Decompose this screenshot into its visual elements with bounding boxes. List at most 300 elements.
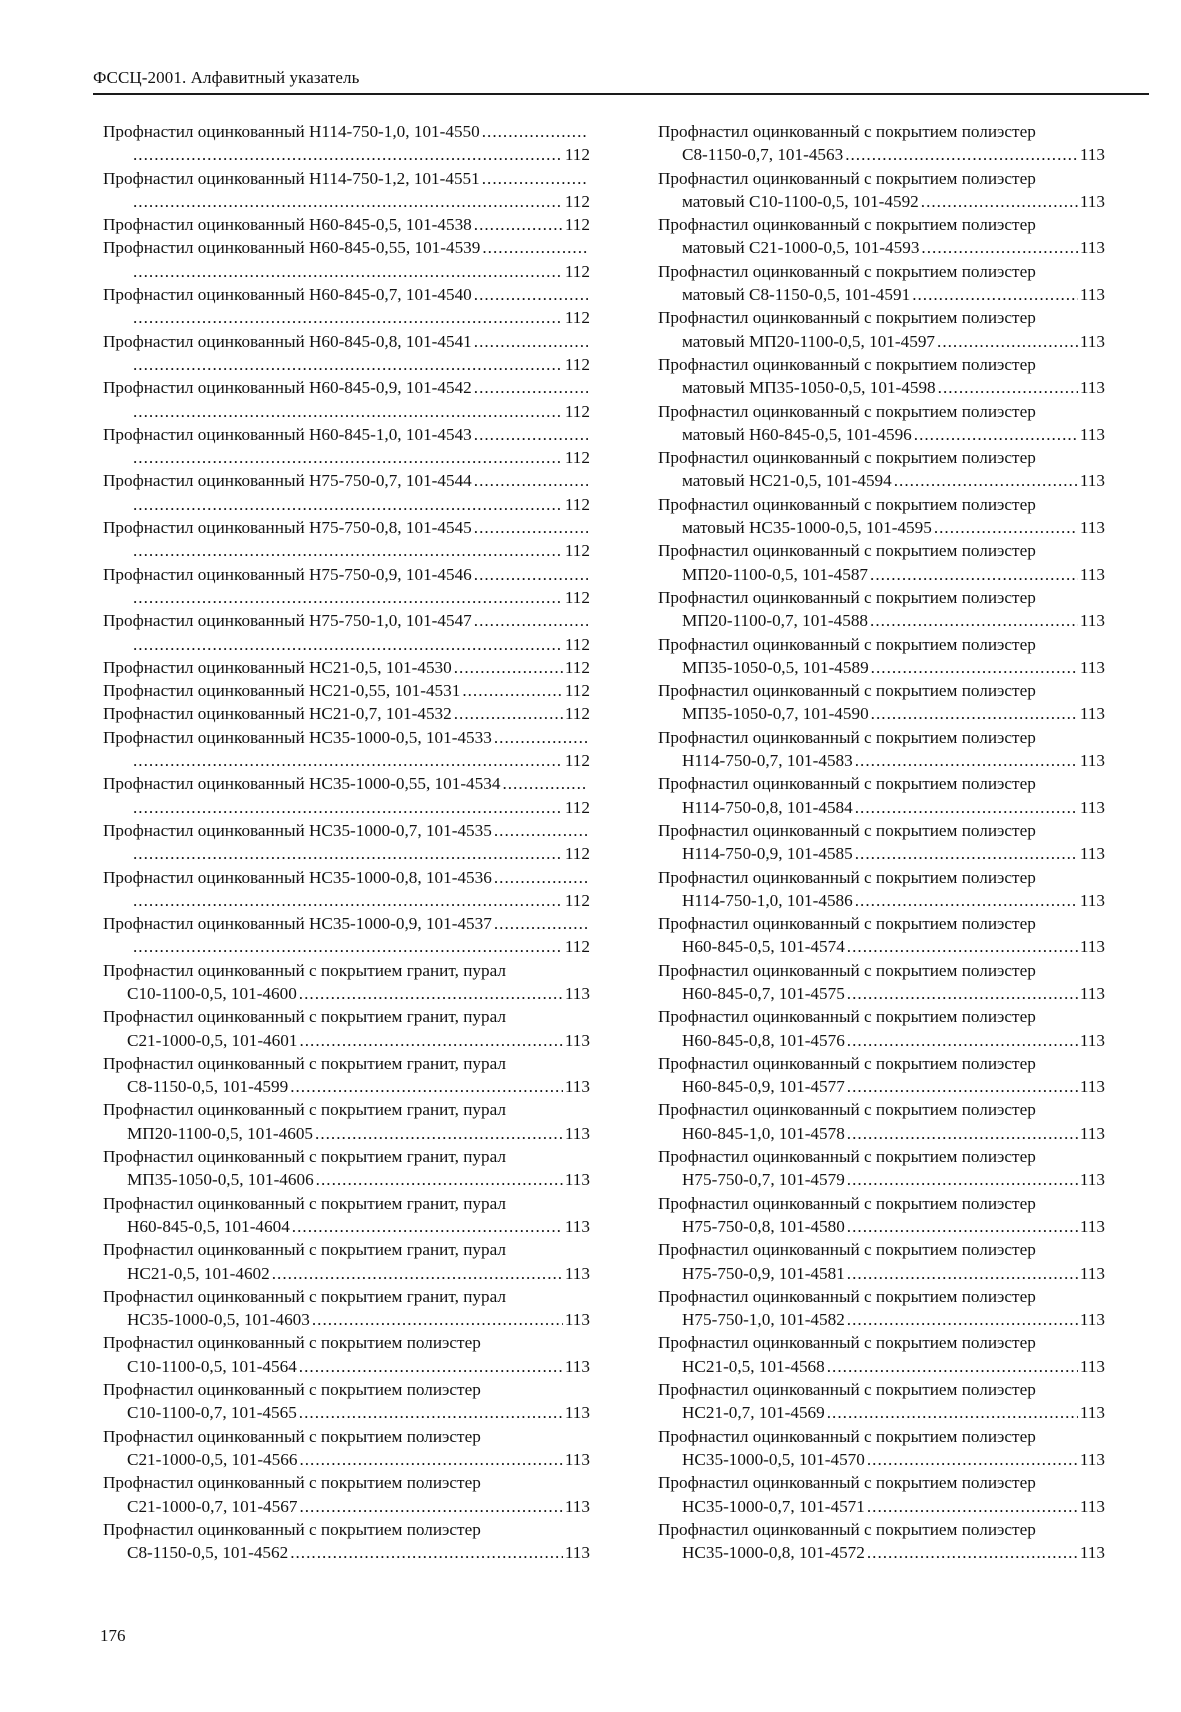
dot-leader — [292, 1215, 563, 1238]
entry-text: Профнастил оцинкованный НС21-0,55, 101-4531 — [103, 681, 461, 701]
dot-leader — [462, 679, 563, 702]
entry-line — [103, 493, 590, 516]
index-entry — [103, 959, 590, 1006]
index-entry — [103, 1192, 590, 1239]
entry-page: 113 — [1079, 331, 1105, 351]
dot-leader — [502, 772, 588, 795]
entry-line — [103, 819, 590, 842]
index-column-right — [658, 120, 1105, 1564]
entry-text: Профнастил оцинкованный НС35-1000-0,55, 101-4534 — [103, 774, 501, 794]
dot-leader — [474, 330, 588, 353]
entry-line — [658, 493, 1105, 516]
dot-leader — [847, 1308, 1078, 1331]
entry-line — [658, 1308, 1105, 1331]
entry-text: Профнастил оцинкованный с покрытием полиэстер — [658, 448, 1036, 468]
index-entry — [103, 423, 590, 470]
entry-text: Профнастил оцинкованный с покрытием полиэстер — [103, 1473, 481, 1493]
entry-text: Профнастил оцинкованный Н60-845-0,55, 101-4539 — [103, 238, 481, 258]
entry-text: С21-1000-0,5, 101-4601 — [127, 1030, 298, 1050]
index-entry — [103, 1238, 590, 1285]
entry-page: 113 — [564, 1403, 590, 1423]
entry-line — [103, 400, 590, 423]
entry-page: 113 — [564, 1356, 590, 1376]
entry-line — [103, 236, 590, 259]
dot-leader — [914, 423, 1078, 446]
dot-leader — [315, 1122, 563, 1145]
entry-text: матовый МП20-1100-0,5, 101-4597 — [682, 331, 936, 351]
entry-line — [103, 749, 590, 772]
index-entry — [658, 633, 1105, 680]
entry-line — [103, 120, 590, 143]
entry-line — [103, 376, 590, 399]
entry-page: 113 — [1079, 704, 1105, 724]
entry-line — [658, 330, 1105, 353]
entry-line — [103, 1541, 590, 1564]
entry-page: 112 — [564, 494, 590, 514]
dot-leader — [482, 120, 588, 143]
dot-leader — [847, 1215, 1078, 1238]
entry-page: 113 — [1079, 1543, 1105, 1563]
entry-line — [658, 306, 1105, 329]
entry-text: Профнастил оцинкованный с покрытием гранит, пурал — [103, 1286, 506, 1306]
entry-text: Профнастил оцинкованный Н75-750-0,8, 101-4545 — [103, 518, 472, 538]
index-entry — [103, 912, 590, 959]
index-entry — [658, 959, 1105, 1006]
dot-leader — [133, 260, 563, 283]
entry-line — [658, 260, 1105, 283]
entry-line — [103, 609, 590, 632]
entry-text: Профнастил оцинкованный с покрытием полиэстер — [658, 1053, 1036, 1073]
header-rule — [93, 93, 1149, 95]
index-entry — [103, 1052, 590, 1099]
entry-page: 112 — [564, 261, 590, 281]
entry-line — [658, 190, 1105, 213]
dot-leader — [312, 1308, 563, 1331]
entry-line — [103, 1215, 590, 1238]
dot-leader — [133, 796, 563, 819]
entry-page: 113 — [1079, 564, 1105, 584]
dot-leader — [133, 633, 563, 656]
index-entry — [658, 1331, 1105, 1378]
dot-leader — [870, 563, 1078, 586]
entry-line — [658, 1098, 1105, 1121]
entry-text: Профнастил оцинкованный Н60-845-0,9, 101-4542 — [103, 378, 472, 398]
index-column-left — [103, 120, 590, 1564]
entry-line — [658, 912, 1105, 935]
index-entry — [658, 1145, 1105, 1192]
entry-page: 113 — [564, 983, 590, 1003]
entry-text: Профнастил оцинкованный с покрытием полиэстер — [658, 1193, 1036, 1213]
entry-line — [103, 1331, 590, 1354]
entry-page: 113 — [1079, 1449, 1105, 1469]
entry-text: Профнастил оцинкованный с покрытием полиэстер — [103, 1380, 481, 1400]
dot-leader — [272, 1262, 563, 1285]
dot-leader — [494, 866, 588, 889]
entry-text: Профнастил оцинкованный Н75-750-0,7, 101-4544 — [103, 471, 472, 491]
entry-line — [658, 400, 1105, 423]
index-entry — [658, 493, 1105, 540]
entry-line — [103, 283, 590, 306]
entry-line — [658, 469, 1105, 492]
dot-leader — [133, 353, 563, 376]
entry-line — [658, 236, 1105, 259]
entry-text: С8-1150-0,5, 101-4562 — [127, 1543, 289, 1563]
entry-text: Профнастил оцинкованный с покрытием гранит, пурал — [103, 1147, 506, 1167]
entry-line — [658, 563, 1105, 586]
entry-line — [658, 633, 1105, 656]
entry-text: Профнастил оцинкованный НС35-1000-0,5, 101-4533 — [103, 727, 492, 747]
entry-line — [658, 1075, 1105, 1098]
dot-leader — [474, 423, 588, 446]
entry-line — [103, 1238, 590, 1261]
index-entry — [103, 1471, 590, 1518]
dot-leader — [454, 702, 563, 725]
dot-leader — [482, 167, 588, 190]
entry-text: НС21-0,5, 101-4602 — [127, 1263, 270, 1283]
dot-leader — [290, 1075, 563, 1098]
entry-text: Н75-750-0,9, 101-4581 — [682, 1263, 845, 1283]
index-entry — [103, 656, 590, 679]
entry-text: МП35-1050-0,5, 101-4606 — [127, 1170, 314, 1190]
entry-text: Профнастил оцинкованный Н60-845-0,8, 101-4541 — [103, 331, 472, 351]
entry-line — [658, 539, 1105, 562]
entry-text: Профнастил оцинкованный с покрытием полиэстер — [658, 1380, 1036, 1400]
entry-page: 113 — [1079, 937, 1105, 957]
entry-line — [103, 1145, 590, 1168]
entry-page: 113 — [564, 1543, 590, 1563]
entry-line — [658, 1401, 1105, 1424]
dot-leader — [855, 749, 1078, 772]
entry-text: Профнастил оцинкованный с покрытием полиэстер — [658, 914, 1036, 934]
index-entry — [658, 1518, 1105, 1565]
entry-text: Профнастил оцинкованный с покрытием полиэстер — [658, 867, 1036, 887]
entry-text: Профнастил оцинкованный с покрытием полиэстер — [658, 1240, 1036, 1260]
entry-text: Профнастил оцинкованный с покрытием полиэстер — [658, 401, 1036, 421]
entry-line — [658, 702, 1105, 725]
index-entry — [658, 400, 1105, 447]
entry-line — [658, 1052, 1105, 1075]
entry-text: Н114-750-0,8, 101-4584 — [682, 797, 853, 817]
entry-page: 112 — [564, 751, 590, 771]
entry-text: Профнастил оцинкованный с покрытием полиэстер — [103, 1426, 481, 1446]
dot-leader — [847, 1168, 1078, 1191]
entry-page: 113 — [1079, 285, 1105, 305]
entry-text: Н75-750-0,8, 101-4580 — [682, 1216, 845, 1236]
entry-page: 113 — [564, 1077, 590, 1097]
entry-line — [658, 423, 1105, 446]
entry-page: 113 — [1079, 1263, 1105, 1283]
entry-line — [103, 260, 590, 283]
entry-text: МП20-1100-0,5, 101-4587 — [682, 564, 869, 584]
entry-line — [658, 959, 1105, 982]
entry-line — [658, 842, 1105, 865]
index-entry — [103, 679, 590, 702]
entry-line — [658, 353, 1105, 376]
dot-leader — [870, 609, 1078, 632]
entry-line — [658, 1285, 1105, 1308]
entry-text: Профнастил оцинкованный с покрытием полиэстер — [658, 1333, 1036, 1353]
dot-leader — [912, 283, 1078, 306]
entry-text: Профнастил оцинкованный НС35-1000-0,8, 101-4536 — [103, 867, 492, 887]
entry-text: Н60-845-0,9, 101-4577 — [682, 1077, 845, 1097]
entry-line — [103, 143, 590, 166]
dot-leader — [133, 539, 563, 562]
entry-line — [103, 726, 590, 749]
index-entry — [103, 120, 590, 167]
index-entry — [658, 1192, 1105, 1239]
index-entry — [103, 772, 590, 819]
entry-line — [103, 1005, 590, 1028]
entry-line — [103, 1285, 590, 1308]
entry-text: Профнастил оцинкованный с покрытием полиэстер — [658, 1473, 1036, 1493]
dot-leader — [474, 469, 588, 492]
entry-text: Н60-845-0,7, 101-4575 — [682, 983, 845, 1003]
entry-text: Профнастил оцинкованный Н60-845-0,7, 101-4540 — [103, 285, 472, 305]
index-entry — [103, 469, 590, 516]
index-entry — [103, 702, 590, 725]
index-entry — [103, 563, 590, 610]
index-entry — [658, 586, 1105, 633]
dot-leader — [867, 1541, 1078, 1564]
dot-leader — [133, 493, 563, 516]
dot-leader — [494, 819, 588, 842]
entry-line — [658, 1122, 1105, 1145]
dot-leader — [894, 469, 1078, 492]
entry-text: Профнастил оцинкованный с покрытием полиэстер — [658, 820, 1036, 840]
dot-leader — [299, 1401, 563, 1424]
index-entry — [658, 1052, 1105, 1099]
index-entry — [103, 726, 590, 773]
entry-text: Н75-750-1,0, 101-4582 — [682, 1310, 845, 1330]
entry-text: Профнастил оцинкованный НС35-1000-0,9, 101-4537 — [103, 914, 492, 934]
entry-text: Профнастил оцинкованный Н60-845-1,0, 101-4543 — [103, 424, 472, 444]
entry-text: Н114-750-0,7, 101-4583 — [682, 751, 853, 771]
entry-line — [103, 889, 590, 912]
entry-line — [658, 1192, 1105, 1215]
dot-leader — [474, 283, 588, 306]
entry-line — [103, 516, 590, 539]
entry-line — [103, 1425, 590, 1448]
entry-page: 112 — [564, 681, 590, 701]
entry-line — [658, 143, 1105, 166]
entry-line — [658, 819, 1105, 842]
entry-text: Профнастил оцинкованный с покрытием полиэстер — [658, 168, 1036, 188]
entry-line — [103, 935, 590, 958]
entry-line — [103, 1448, 590, 1471]
entry-page: 112 — [564, 937, 590, 957]
entry-page: 113 — [564, 1123, 590, 1143]
entry-line — [658, 120, 1105, 143]
entry-page: 113 — [1079, 1310, 1105, 1330]
index-entry — [658, 446, 1105, 493]
entry-page: 112 — [564, 541, 590, 561]
entry-page: 113 — [1079, 1077, 1105, 1097]
index-entry — [103, 1098, 590, 1145]
entry-text: С8-1150-0,5, 101-4599 — [127, 1077, 289, 1097]
index-entry — [658, 1471, 1105, 1518]
entry-text: Профнастил оцинкованный Н75-750-1,0, 101-4547 — [103, 611, 472, 631]
dot-leader — [847, 935, 1078, 958]
dot-leader — [855, 796, 1078, 819]
dot-leader — [847, 982, 1078, 1005]
entry-line — [658, 1262, 1105, 1285]
entry-line — [103, 167, 590, 190]
entry-line — [103, 679, 590, 702]
dot-leader — [133, 749, 563, 772]
entry-text: Профнастил оцинкованный с покрытием полиэстер — [658, 1519, 1036, 1539]
entry-line — [658, 213, 1105, 236]
dot-leader — [855, 842, 1078, 865]
dot-leader — [474, 516, 588, 539]
dot-leader — [494, 726, 588, 749]
entry-page: 113 — [1079, 611, 1105, 631]
entry-page: 113 — [564, 1170, 590, 1190]
entry-text: С10-1100-0,5, 101-4600 — [127, 983, 297, 1003]
index-entry — [103, 1518, 590, 1565]
entry-text: Профнастил оцинкованный с покрытием полиэстер — [658, 634, 1036, 654]
dot-leader — [847, 1122, 1078, 1145]
index-entry — [658, 1425, 1105, 1472]
entry-line — [658, 1168, 1105, 1191]
dot-leader — [847, 1029, 1078, 1052]
dot-leader — [133, 889, 563, 912]
index-entry — [103, 1378, 590, 1425]
entry-page: 112 — [564, 587, 590, 607]
entry-text: Профнастил оцинкованный с покрытием полиэстер — [658, 1147, 1036, 1167]
index-entry — [658, 679, 1105, 726]
entry-line — [103, 1098, 590, 1121]
entry-page: 112 — [564, 657, 590, 677]
entry-page: 113 — [564, 1310, 590, 1330]
entry-page: 113 — [1079, 797, 1105, 817]
entry-line — [103, 633, 590, 656]
entry-page: 113 — [564, 1449, 590, 1469]
entry-line — [658, 1425, 1105, 1448]
entry-text: Н60-845-0,5, 101-4604 — [127, 1216, 290, 1236]
entry-line — [103, 1075, 590, 1098]
dot-leader — [827, 1355, 1078, 1378]
entry-line — [103, 866, 590, 889]
entry-line — [658, 726, 1105, 749]
entry-line — [103, 330, 590, 353]
dot-leader — [845, 143, 1078, 166]
entry-text: С8-1150-0,7, 101-4563 — [682, 145, 844, 165]
index-entry — [658, 120, 1105, 167]
entry-line — [103, 423, 590, 446]
entry-line — [658, 772, 1105, 795]
entry-text: Профнастил оцинкованный Н60-845-0,5, 101-4538 — [103, 215, 472, 235]
entry-text: Профнастил оцинкованный с покрытием полиэстер — [658, 494, 1036, 514]
entry-text: Профнастил оцинкованный Н114-750-1,2, 101-4551 — [103, 168, 480, 188]
dot-leader — [290, 1541, 563, 1564]
entry-text: НС35-1000-0,5, 101-4603 — [127, 1310, 310, 1330]
entry-page: 112 — [564, 401, 590, 421]
entry-text: МП20-1100-0,7, 101-4588 — [682, 611, 869, 631]
entry-line — [658, 1355, 1105, 1378]
entry-text: Н60-845-0,8, 101-4576 — [682, 1030, 845, 1050]
index-entry — [658, 1285, 1105, 1332]
index-entry — [103, 330, 590, 377]
entry-line — [103, 1378, 590, 1401]
entry-page: 113 — [1079, 1496, 1105, 1516]
entry-page: 113 — [1079, 378, 1105, 398]
entry-line — [103, 306, 590, 329]
index-entry — [103, 236, 590, 283]
entry-line — [103, 1029, 590, 1052]
entry-text: Профнастил оцинкованный Н114-750-1,0, 101-4550 — [103, 122, 480, 141]
entry-line — [103, 796, 590, 819]
entry-line — [103, 586, 590, 609]
entry-text: НС35-1000-0,5, 101-4570 — [682, 1449, 865, 1469]
entry-text: НС21-0,5, 101-4568 — [682, 1356, 825, 1376]
entry-page: 113 — [1079, 844, 1105, 864]
entry-page: 113 — [1079, 1170, 1105, 1190]
entry-text: Профнастил оцинкованный с покрытием полиэстер — [658, 122, 1036, 141]
entry-line — [103, 1355, 590, 1378]
entry-page: 112 — [564, 448, 590, 468]
entry-text: Профнастил оцинкованный НС21-0,5, 101-4530 — [103, 657, 452, 677]
entry-page: 113 — [1079, 983, 1105, 1003]
entry-text: матовый МП35-1050-0,5, 101-4598 — [682, 378, 936, 398]
index-entry — [103, 213, 590, 236]
entry-line — [103, 213, 590, 236]
entry-line — [103, 1518, 590, 1541]
dot-leader — [827, 1401, 1078, 1424]
entry-page: 113 — [1079, 751, 1105, 771]
index-entry — [658, 726, 1105, 773]
entry-line — [658, 749, 1105, 772]
dot-leader — [133, 935, 563, 958]
dot-leader — [847, 1262, 1078, 1285]
entry-line — [658, 586, 1105, 609]
entry-page: 112 — [564, 354, 590, 374]
entry-text: Профнастил оцинкованный с покрытием гранит, пурал — [103, 960, 506, 980]
entry-page: 112 — [564, 145, 590, 165]
dot-leader — [871, 656, 1078, 679]
entry-text: Профнастил оцинкованный с покрытием полиэстер — [658, 261, 1036, 281]
entry-text: Н75-750-0,7, 101-4579 — [682, 1170, 845, 1190]
dot-leader — [867, 1495, 1078, 1518]
dot-leader — [316, 1168, 563, 1191]
index-entry — [658, 1098, 1105, 1145]
entry-line — [103, 1168, 590, 1191]
dot-leader — [474, 609, 588, 632]
entry-line — [103, 1308, 590, 1331]
dot-leader — [299, 1029, 562, 1052]
entry-text: НС35-1000-0,8, 101-4572 — [682, 1543, 865, 1563]
dot-leader — [921, 236, 1077, 259]
dot-leader — [855, 889, 1078, 912]
dot-leader — [133, 586, 563, 609]
entry-line — [103, 563, 590, 586]
entry-text: матовый С8-1150-0,5, 101-4591 — [682, 285, 911, 305]
entry-line — [658, 796, 1105, 819]
dot-leader — [474, 563, 588, 586]
index-entry — [103, 1005, 590, 1052]
entry-line — [658, 935, 1105, 958]
entry-line — [658, 1215, 1105, 1238]
entry-page: 113 — [1079, 1403, 1105, 1423]
dot-leader — [133, 446, 563, 469]
entry-text: Профнастил оцинкованный с покрытием полиэстер — [658, 1426, 1036, 1446]
entry-line — [103, 1401, 590, 1424]
entry-line — [658, 609, 1105, 632]
entry-line — [103, 656, 590, 679]
dot-leader — [454, 656, 563, 679]
running-header: ФССЦ-2001. Алфавитный указатель — [93, 68, 360, 87]
dot-leader — [133, 842, 563, 865]
index-entry — [103, 866, 590, 913]
